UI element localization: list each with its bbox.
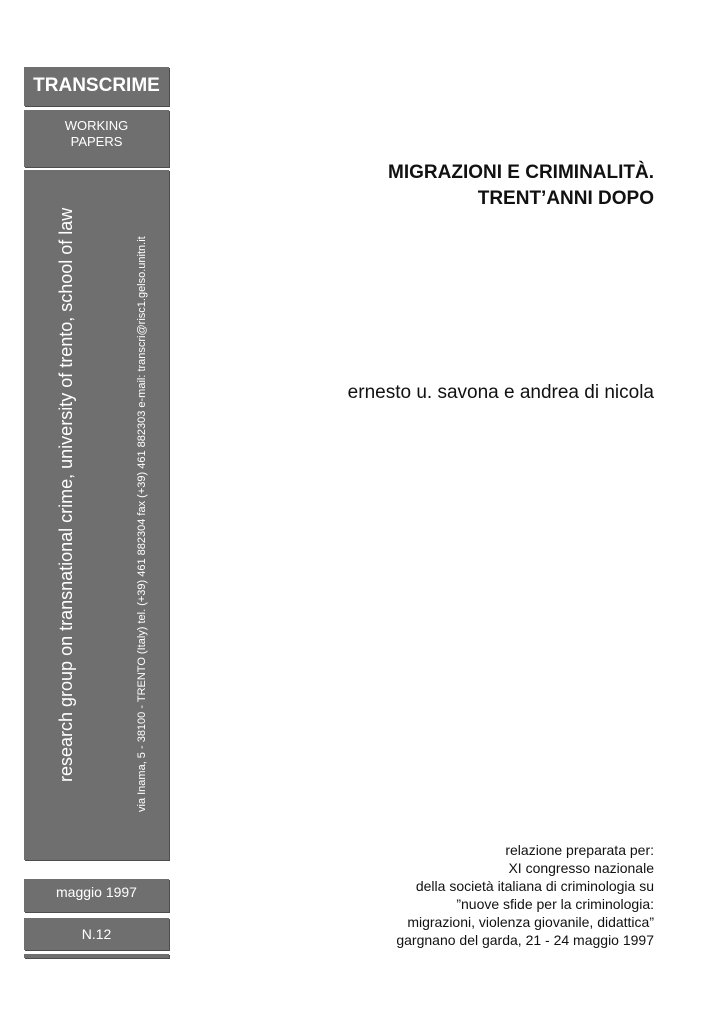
document-title xyxy=(388,160,654,212)
spine-panel xyxy=(24,170,169,860)
note-line: XI congresso nazionale xyxy=(508,860,654,876)
title-line-1: MIGRAZIONI E CRIMINALITÀ. xyxy=(388,162,654,183)
series-line-1: WORKING xyxy=(64,118,129,133)
date-box xyxy=(24,879,169,912)
conference-note xyxy=(396,841,654,949)
note-line: della società italiana di criminologia su xyxy=(415,878,654,894)
spine-contact-address: via Inama, 5 - 38100 - TRENTO (Italy) tel. (+39) 461 882304 fax (+39) 461 882303 e-mail: transcri@risc1.gelso.unitn.it xyxy=(136,236,148,812)
bottom-divider xyxy=(24,954,169,958)
authors: ernesto u. savona e andrea di nicola xyxy=(347,382,654,403)
note-line: migrazioni, violenza giovanile, didattica” xyxy=(407,914,654,930)
paper-number: N.12 xyxy=(81,926,112,942)
title-line-2: TRENT’ANNI DOPO xyxy=(477,188,654,209)
spine-affiliation: research group on transnational crime, university of trento, school of law xyxy=(56,207,76,782)
series-line-2: PAPERS xyxy=(70,134,123,149)
number-box xyxy=(24,918,169,950)
brand-box xyxy=(24,67,169,106)
brand-name: TRANSCRIME xyxy=(33,75,160,96)
publication-date: maggio 1997 xyxy=(56,884,137,900)
note-line: gargnano del garda, 21 - 24 maggio 1997 xyxy=(396,932,654,948)
series-box xyxy=(24,110,169,167)
note-line: relazione preparata per: xyxy=(505,842,654,858)
note-line: ”nuove sfide per la criminologia: xyxy=(456,896,654,912)
